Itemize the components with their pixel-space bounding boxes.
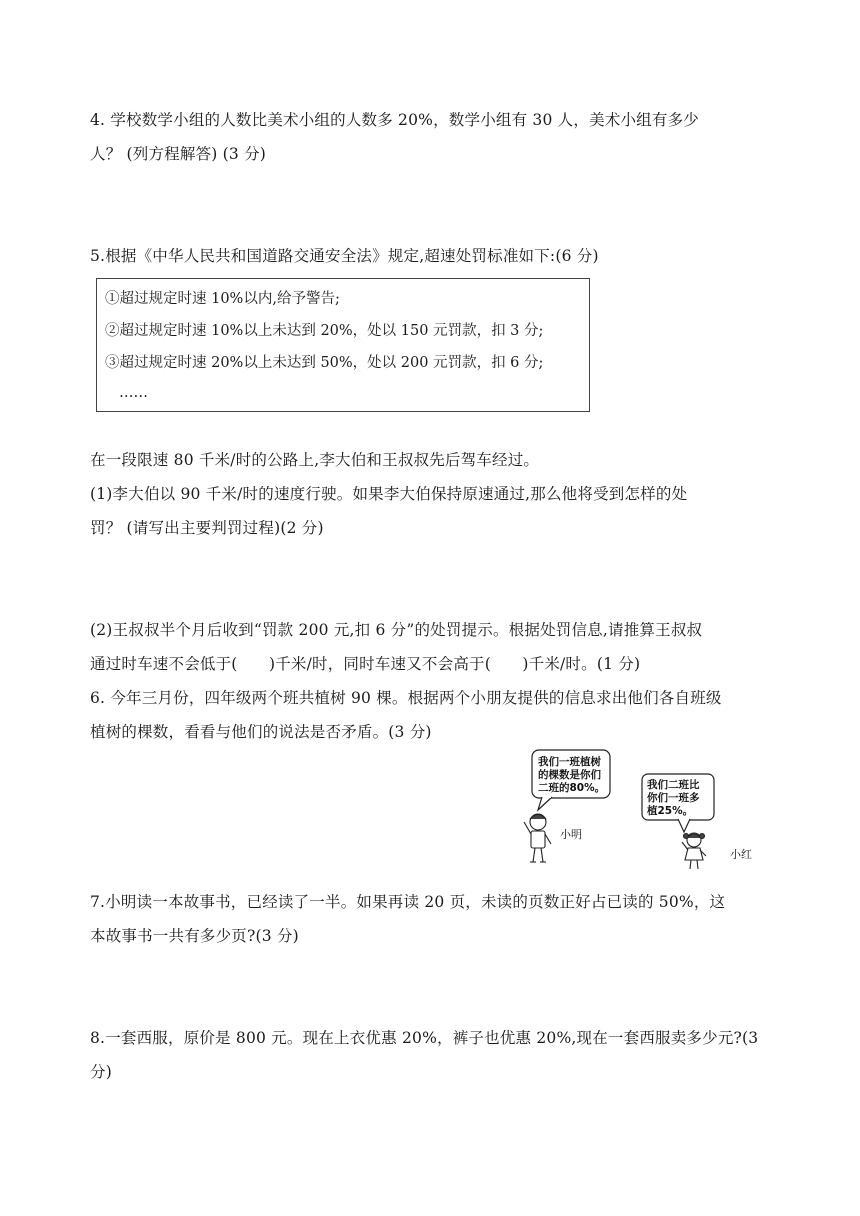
xiaohong-figure [682, 833, 706, 869]
xiaohong-speech-line-3: 植25%。 [647, 805, 694, 817]
q6-line-1: 6. 今年三月份，四年级两个班共植树 90 棵。根据两个小朋友提供的信息求出他们各自班级 [90, 689, 722, 707]
q5-intro: 5.根据《中华人民共和国道路交通安全法》规定,超速处罚标准如下:(6 分) [90, 247, 599, 265]
xiaohong-speech-line-2: 你们一班多 [647, 792, 700, 804]
q5-part2-line-1: (2)王叔叔半个月后收到“罚款 200 元,扣 6 分”的处罚提示。根据处罚信息,请推算王叔叔 [90, 621, 703, 639]
xiaohong-speech-bubble [642, 774, 714, 832]
xiaohong-speech-line-1: 我们二班比 [647, 779, 700, 791]
q5-part2-line-2: 通过时车速不会低于( )千米/时，同时车速又不会高于( )千米/时。(1 分) [90, 655, 641, 673]
q7-line-2: 本故事书一共有多少页?(3 分) [90, 927, 299, 945]
xiaoming-figure [524, 814, 551, 862]
rule-1: ①超过规定时速 10%以内,给予警告; [105, 291, 340, 307]
xiaoming-speech-bubble [532, 750, 610, 810]
xiaoming-speech-line-2: 的棵数是你们 [538, 769, 601, 781]
xiaoming-speech-line-3: 二班的80%。 [538, 782, 606, 794]
q5-part1-line-2: 罚？ (请写出主要判罚过程)(2 分) [90, 519, 324, 537]
q7-line-1: 7.小明读一本故事书，已经读了一半。如果再读 20 页，未读的页数正好占已读的 50%，这 [90, 893, 726, 911]
q6-line-2: 植树的棵数，看看与他们的说法是否矛盾。(3 分) [90, 723, 432, 741]
rule-2: ②超过规定时速 10%以上未达到 20%，处以 150 元罚款，扣 3 分; [105, 323, 544, 339]
q4-line-2: 人？ (列方程解答) (3 分) [90, 145, 267, 163]
q4-line-1: 4. 学校数学小组的人数比美术小组的人数多 20%，数学小组有 30 人，美术小组有多少 [90, 111, 699, 129]
q8-line-1: 8.一套西服，原价是 800 元。现在上衣优惠 20%，裤子也优惠 20%,现在一套西服卖多少元?(3 [90, 1029, 759, 1047]
children-dialogue-illustration [508, 748, 776, 870]
q5-part1-line-1: (1)李大伯以 90 千米/时的速度行驶。如果李大伯保持原速通过,那么他将受到怎样的处 [90, 485, 688, 503]
xiaoming-speech-line-1: 我们一班植树 [538, 756, 601, 768]
penalty-rules-box [96, 278, 590, 412]
rule-ellipsis: …… [119, 385, 148, 401]
q8-line-2: 分) [90, 1063, 112, 1081]
xiaoming-name: 小明 [560, 828, 582, 841]
rule-3: ③超过规定时速 20%以上未达到 50%，处以 200 元罚款，扣 6 分; [105, 355, 544, 371]
q5-context: 在一段限速 80 千米/时的公路上,李大伯和王叔叔先后驾车经过。 [90, 451, 540, 469]
xiaohong-name: 小红 [730, 848, 752, 861]
